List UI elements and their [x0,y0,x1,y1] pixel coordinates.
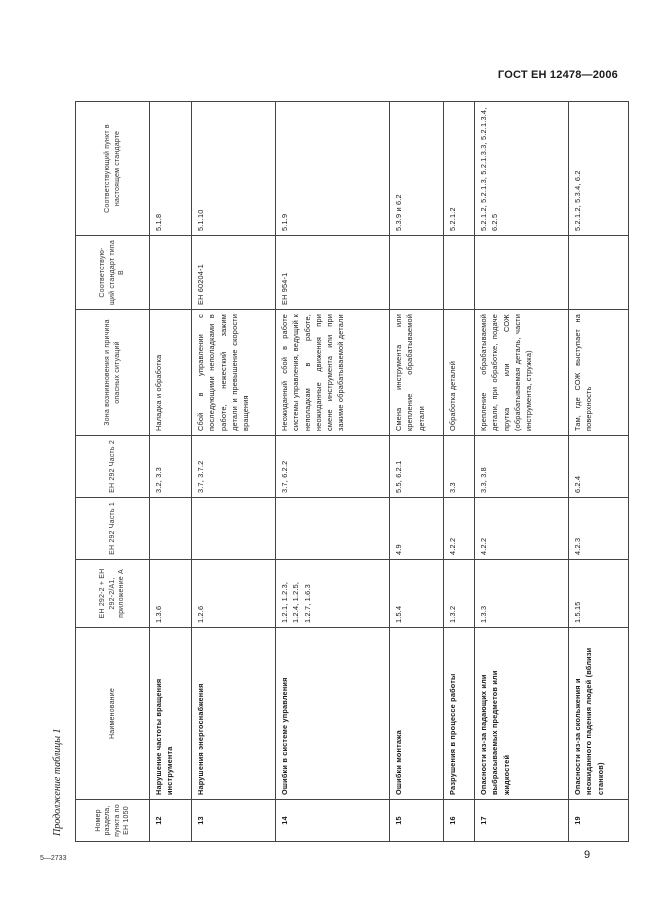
cell-en292-1 [192,498,276,560]
cell-zone: Наладка и обработка [150,310,192,436]
cell-en292-1: 4.9 [390,498,444,560]
cell-en2922: 1.2.1, 1.2.3, 1.2.4, 1.2.5, 1.2.7, 1.6.3 [276,560,390,628]
cell-type-b [569,236,629,310]
cell-clause: 5.1.8 [150,102,192,236]
rotated-table-page [48,102,605,842]
col-header-name: Наименование [76,628,150,800]
cell-en292-2: 3.2, 3.3 [150,436,192,498]
table-row [475,102,569,842]
cell-zone: Смена инструмента или крепление обрабатываемой детали [390,310,444,436]
print-reference: 5—2733 [40,855,67,862]
cell-type-b [150,236,192,310]
cell-en2922: 1.2.6 [192,560,276,628]
cell-name: Ошибки монтажа [390,628,444,800]
table-row [390,102,444,842]
cell-en292-1: 4.2.2 [444,498,475,560]
cell-zone: Неожиданный сбой в работе системы управления, ведущий к неполадкам в работе, неожиданные движения при смене инструмента или при зажиме обрабатываемой детали [276,310,390,436]
cell-type-b: ЕН 60204-1 [192,236,276,310]
table-row [150,102,192,842]
col-header-type-b: Соответствую- щий стандарт типа В [76,236,150,310]
col-header-en2922: ЕН 292-2 + ЕН 292-2/А1, приложение А [76,560,150,628]
table-header-row [76,102,150,842]
cell-clause: 5.1.10 [192,102,276,236]
cell-en292-2: 6.2.4 [569,436,629,498]
table-row [276,102,390,842]
cell-name: Нарушения энергоснабжения [192,628,276,800]
table-row [444,102,475,842]
cell-num: 15 [390,800,444,842]
cell-name: Разрушения в процессе работы [444,628,475,800]
cell-name: Нарушение частоты вращения инструмента [150,628,192,800]
cell-en292-1: 4.2.3 [569,498,629,560]
cell-type-b: ЕН 954-1 [276,236,390,310]
cell-en292-2: 3.7, 3.7.2 [192,436,276,498]
cell-name: Опасности из-за скольжения и неожиданного падения людей (вблизи станков) [569,628,629,800]
cell-en292-1 [276,498,390,560]
cell-en2922: 1.3.6 [150,560,192,628]
cell-clause: 5.2.1.2 [444,102,475,236]
cell-clause: 5.1.9 [276,102,390,236]
cell-en2922: 1.3.2 [444,560,475,628]
cell-name: Ошибки в системе управления [276,628,390,800]
cell-zone: Сбой в управлении с последующими неполадками в работе, нежесткий зажим детали и превышение скорости вращения [192,310,276,436]
cell-en292-2: 3.3 [444,436,475,498]
col-header-section: Номер раздела, пункта по ЕН 1050 [76,800,150,842]
cell-en292-2: 3.3, 3.8 [475,436,569,498]
cell-en292-1: 4.2.2 [475,498,569,560]
cell-type-b [390,236,444,310]
cell-clause: 5.3.9 и 6.2 [390,102,444,236]
cell-en2922: 1.5.4 [390,560,444,628]
cell-clause: 5.2.1.2, 5.3.4, 6.2 [569,102,629,236]
col-header-clause: Соответствующий пункт в настоящем стандарте [76,102,150,236]
cell-en2922: 1.5.15 [569,560,629,628]
cell-type-b [444,236,475,310]
standard-header: ГОСТ ЕН 12478—2006 [497,69,618,81]
cell-zone: Там, где СОЖ выступает на поверхность [569,310,629,436]
table-row [569,102,629,842]
cell-zone: Крепление обрабатываемой детали, при обработке, подаче пруткa или СОЖ (обрабатываемая деталь, части инструмента, стружка) [475,310,569,436]
cell-num: 17 [475,800,569,842]
cell-en292-1 [150,498,192,560]
page-number: 9 [584,849,591,861]
col-header-zone: Зона возникновения и причина опасных ситуаций [76,310,150,436]
table-row [192,102,276,842]
cell-clause: 5.2.1.2, 5.2.1.3, 5.2.1.3.3, 5.2.1.3.4, 6.2.5 [475,102,569,236]
table-caption: Продолжение таблицы 1 [52,728,63,836]
cell-num: 13 [192,800,276,842]
hazards-table [75,101,629,842]
cell-en292-2: 5.5, 6.2.1 [390,436,444,498]
cell-num: 16 [444,800,475,842]
cell-type-b [475,236,569,310]
cell-num: 19 [569,800,629,842]
cell-name: Опасности из-за падающих или выбрасываемых предметов или жидкостей [475,628,569,800]
cell-zone: Обработка деталей [444,310,475,436]
col-header-en292-part1: ЕН 292 Часть 1 [76,498,150,560]
cell-num: 14 [276,800,390,842]
col-header-en292-part2: ЕН 292 Часть 2 [76,436,150,498]
cell-en2922: 1.3.3 [475,560,569,628]
cell-en292-2: 3.7, 6.2.2 [276,436,390,498]
cell-num: 12 [150,800,192,842]
